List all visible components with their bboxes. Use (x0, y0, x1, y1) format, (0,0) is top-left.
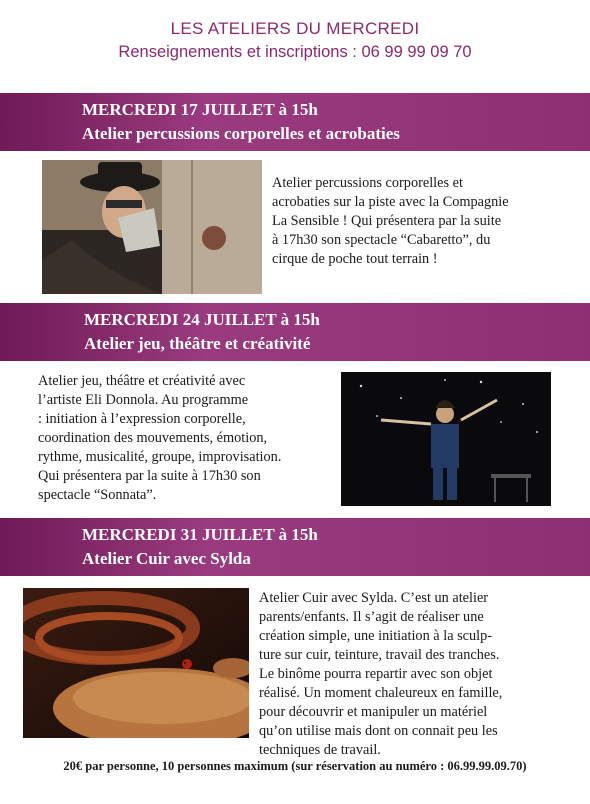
contact-line: Renseignements et inscriptions : 06 99 99 09 70 (118, 43, 472, 61)
description-line: spectacle “Sonnata”. (38, 487, 157, 503)
workshop-3-title: Atelier Cuir avec Sylda (82, 549, 251, 568)
workshop-3-description (259, 589, 502, 760)
description-line: : initiation à l’expression corporelle, (38, 411, 246, 427)
description-line: création simple, une initiation à la sculp- (259, 628, 493, 644)
workshop-2-banner (0, 303, 590, 361)
workshop-3-photo (23, 588, 249, 738)
description-line: techniques de travail. (259, 742, 381, 758)
description-line: l’artiste Eli Donnola. Au programme (38, 392, 249, 408)
description-line: Le binôme pourra repartir avec son objet (259, 666, 493, 682)
description-line: pour découvrir et manipuler un matériel (259, 704, 488, 720)
description-line: ture sur cuir, teinture, travail des tranches. (259, 647, 500, 663)
workshop-1-banner (0, 93, 590, 151)
description-line: Atelier Cuir avec Sylda. C’est un atelier (259, 590, 489, 606)
pricing-footer: 20€ par personne, 10 personnes maximum (sur réservation au numéro : 06.99.99.09.70) (63, 759, 527, 773)
description-line: rythme, musicalité, groupe, improvisation. (38, 449, 282, 465)
description-line: qu’on utilise mais dont on connait peu les (259, 723, 498, 739)
workshop-1-photo (42, 160, 262, 294)
page-header (0, 18, 590, 63)
workshop-2-photo (341, 372, 551, 506)
workshop-1-description (272, 174, 509, 269)
description-line: à 17h30 son spectacle “Cabaretto”, du (272, 232, 491, 248)
description-line: acrobaties sur la piste avec la Compagnie (272, 194, 509, 210)
workshop-3-date: MERCREDI 31 JUILLET à 15h (82, 525, 318, 544)
description-line: Atelier jeu, théâtre et créativité avec (38, 373, 246, 389)
description-line: La Sensible ! Qui présentera par la suite (272, 213, 502, 229)
workshop-1-date: MERCREDI 17 JUILLET à 15h (82, 100, 318, 119)
workshop-2-description (38, 372, 281, 505)
description-line: parents/enfants. Il s’agit de réaliser une (259, 609, 484, 625)
description-line: réalisé. Un moment chaleureux en famille, (259, 685, 503, 701)
workshop-2-date: MERCREDI 24 JUILLET à 15h (84, 310, 320, 329)
workshop-2-title: Atelier jeu, théâtre et créativité (84, 334, 311, 353)
workshop-3-banner (0, 518, 590, 576)
description-line: cirque de poche tout terrain ! (272, 251, 438, 267)
workshop-1-title: Atelier percussions corporelles et acrobaties (82, 124, 400, 143)
page-title: LES ATELIERS DU MERCREDI (170, 19, 420, 38)
description-line: Atelier percussions corporelles et (272, 175, 463, 191)
description-line: Qui présentera par la suite à 17h30 son (38, 468, 261, 484)
description-line: coordination des mouvements, émotion, (38, 430, 268, 446)
